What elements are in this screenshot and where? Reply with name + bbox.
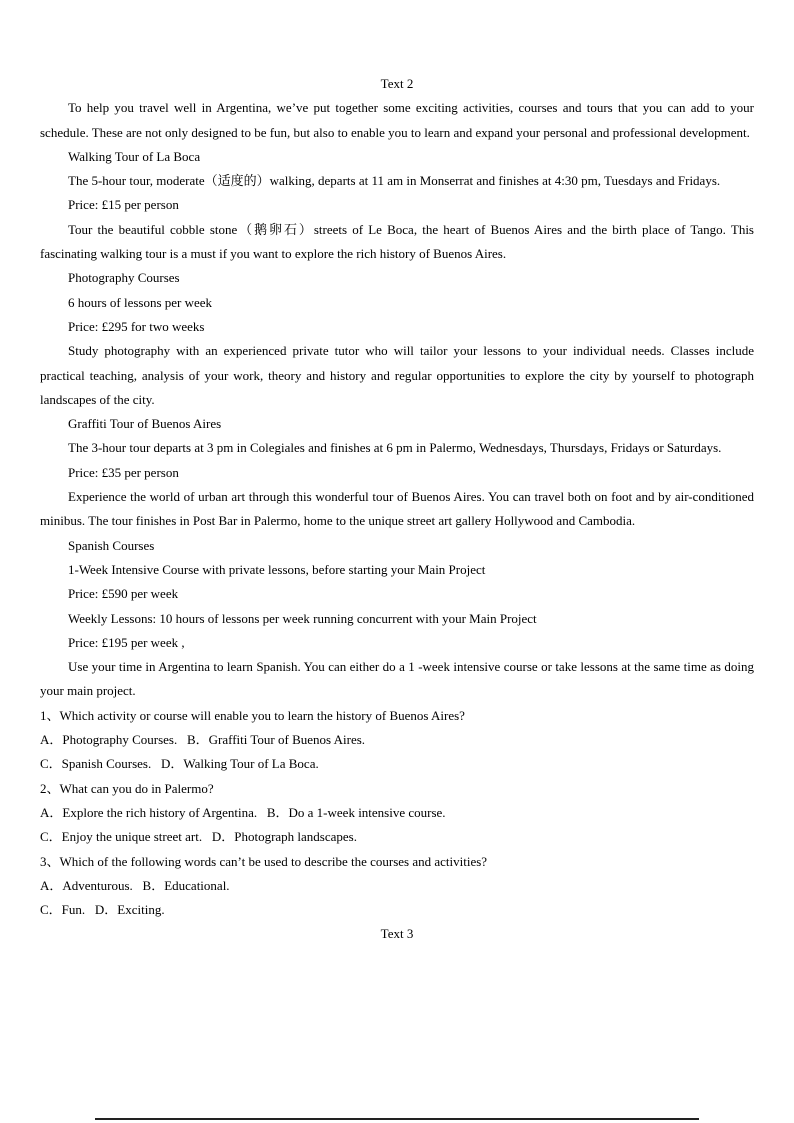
walking-tour-description: Tour the beautiful cobble stone（鹅卵石）streets of Le Boca, the heart of Buenos Aires and the birth place of Tango. This fascinating walking tour is a must if you want to explore the rich history of Buenos Aires.: [40, 221, 754, 262]
spanish-weekly-price: Price: £195 per week ,: [68, 634, 185, 650]
questions-block: [40, 704, 754, 923]
walking-tour-title: Walking Tour of La Boca: [68, 148, 201, 164]
question-2-stem: 2、What can you do in Palermo?: [40, 780, 214, 796]
question-2: [40, 777, 754, 850]
section-walking-tour: [40, 145, 754, 266]
photography-price: Price: £295 for two weeks: [68, 318, 205, 334]
question-1-options-ab: A．Photography Courses. B．Graffiti Tour of Buenos Aires.: [40, 732, 366, 748]
question-2-options-ab: A．Explore the rich history of Argentina. B．Do a 1-week intensive course.: [40, 804, 446, 820]
question-3-stem: 3、Which of the following words can’t be used to describe the courses and activities?: [40, 853, 488, 869]
intro-paragraph: To help you travel well in Argentina, we’ve put together some exciting activities, courses and tours that you can add to your schedule. These are not only designed to be fun, but also to enable you to learn and expand your personal and professional development.: [40, 100, 754, 140]
question-3-options-cd: C．Fun. D．Exciting.: [40, 902, 165, 918]
photography-title: Photography Courses: [68, 270, 180, 286]
spanish-description: Use your time in Argentina to learn Spanish. You can either do a 1 -week intensive course or take lessons at the same time as doing your main project.: [40, 659, 754, 699]
spanish-title: Spanish Courses: [68, 537, 155, 553]
text2-heading: Text 2: [380, 76, 414, 91]
spanish-intensive-line: 1-Week Intensive Course with private lessons, before starting your Main Project: [68, 561, 486, 577]
spanish-intensive-price: Price: £590 per week: [68, 586, 179, 602]
photography-description: Study photography with an experienced private tutor who will tailor your lessons to your individual needs. Classes include practical teaching, analysis of your work, theory and history and regular opportunities to explore the city by yourself to photograph landscapes of the city.: [40, 343, 754, 407]
section-graffiti-tour: [40, 412, 754, 533]
question-1-options-cd: C．Spanish Courses. D．Walking Tour of La Boca.: [40, 756, 319, 772]
graffiti-title: Graffiti Tour of Buenos Aires: [68, 416, 222, 432]
walking-tour-schedule: The 5-hour tour, moderate（适度的）walking, departs at 11 am in Monserrat and finishes at 4:30 pm, Tuesdays and Fridays.: [68, 173, 721, 189]
spanish-weekly-line: Weekly Lessons: 10 hours of lessons per week running concurrent with your Main Project: [68, 610, 537, 626]
question-2-options-cd: C．Enjoy the unique street art. D．Photograph landscapes.: [40, 829, 357, 845]
next-page-table-edge: [95, 1118, 699, 1120]
graffiti-description: Experience the world of urban art through this wonderful tour of Buenos Aires. You can travel both on foot and by air-conditioned minibus. The tour finishes in Post Bar in Palermo, home to the unique street art gallery Hollywood and Cambodia.: [40, 489, 754, 529]
section-photography-courses: [40, 266, 754, 412]
question-1: [40, 704, 754, 777]
graffiti-price: Price: £35 per person: [68, 464, 179, 480]
question-3: [40, 850, 754, 923]
text3-heading: Text 3: [380, 926, 414, 942]
question-3-options-ab: A．Adventurous. B．Educational.: [40, 877, 230, 893]
walking-tour-price: Price: £15 per person: [68, 197, 179, 213]
section-spanish-courses: [40, 534, 754, 704]
photography-hours: 6 hours of lessons per week: [68, 294, 213, 310]
question-1-stem: 1、Which activity or course will enable you to learn the history of Buenos Aires?: [40, 707, 465, 723]
graffiti-schedule: The 3-hour tour departs at 3 pm in Colegiales and finishes at 6 pm in Palermo, Wednesdays, Thursdays, Fridays or Saturdays.: [68, 440, 722, 456]
